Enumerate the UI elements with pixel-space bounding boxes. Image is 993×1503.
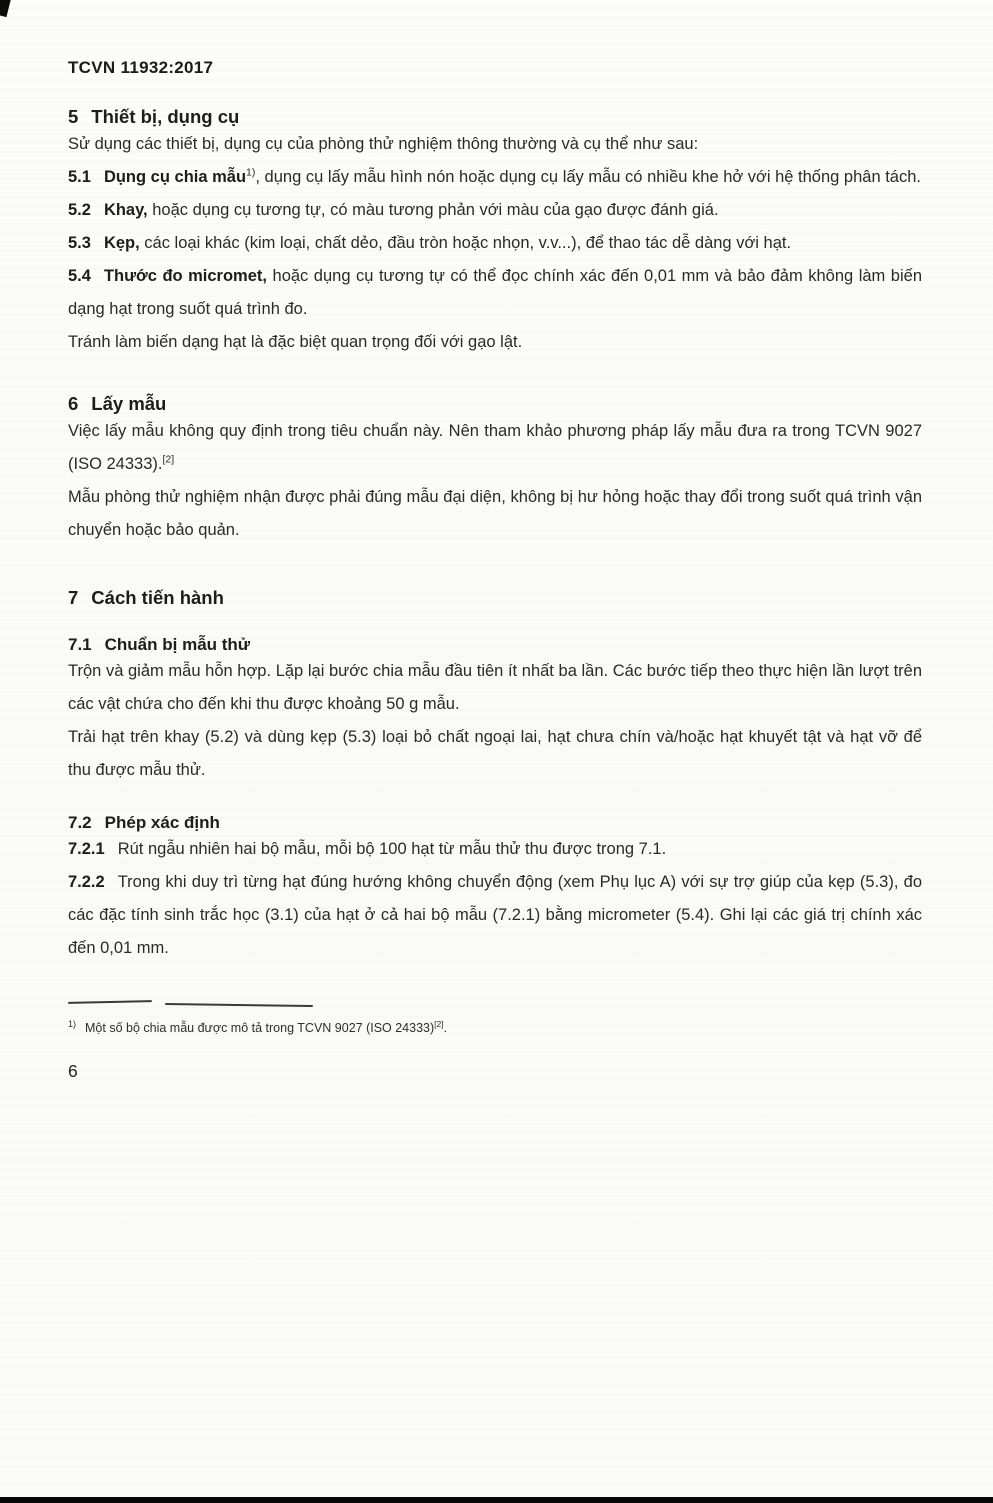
item-5-4-term: Thước đo micromet, xyxy=(103,267,267,285)
item-5-1-number: 5.1 xyxy=(68,168,91,186)
section-5-note: Tránh làm biến dạng hạt là đặc biệt quan trọng đối với gạo lật. xyxy=(68,333,523,351)
section-7-number: 7 xyxy=(68,587,79,608)
section-5-heading xyxy=(68,106,922,128)
section-7-2-heading xyxy=(68,813,922,833)
item-7-2-2-text: Trong khi duy trì từng hạt đúng hướng không chuyển động (xem Phụ lục A) với sự trợ giúp của kẹp (5.3), đo các đặc tính sinh trắc học (3.1) của hạt ở cả hai bộ mẫu (7.2.1) bằng micrometer (5.4). Ghi lại các giá trị chính xác đến 0,01 mm. xyxy=(68,873,922,957)
item-5-1 xyxy=(68,161,922,194)
section-7-1-number: 7.1 xyxy=(68,635,92,654)
item-5-3-term: Kẹp, xyxy=(103,234,140,252)
item-5-4-number: 5.4 xyxy=(68,267,91,285)
section-7-heading xyxy=(68,587,922,609)
item-7-2-2 xyxy=(68,866,922,965)
section-5-title: Thiết bị, dụng cụ xyxy=(91,106,240,127)
item-7-2-1-number: 7.2.1 xyxy=(68,840,105,858)
section-5-number: 5 xyxy=(68,106,79,127)
section-7-title: Cách tiến hành xyxy=(91,587,224,608)
section-6-paragraph-1-text: Việc lấy mẫu không quy định trong tiêu chuẩn này. Nên tham khảo phương pháp lấy mẫu đưa ra trong TCVN 9027 (ISO 24333). xyxy=(68,422,922,473)
footnote-separator xyxy=(68,1001,922,1009)
item-5-3-number: 5.3 xyxy=(68,234,91,252)
section-7-1-title: Chuẩn bị mẫu thử xyxy=(104,635,251,654)
doc-code: TCVN 11932:2017 xyxy=(68,58,214,77)
item-5-2 xyxy=(68,194,922,227)
section-6-paragraph-1 xyxy=(68,415,922,481)
item-5-2-term: Khay, xyxy=(103,201,148,219)
item-7-2-2-number: 7.2.2 xyxy=(68,873,105,891)
section-7-1-paragraph-1: Trộn và giảm mẫu hỗn hợp. Lặp lại bước chia mẫu đầu tiên ít nhất ba lần. Các bước tiếp theo thực hiện lần lượt trên các vật chứa cho đến khi thu được khoảng 50 g mẫu. xyxy=(68,662,922,713)
footnote xyxy=(68,1019,922,1037)
item-7-2-1-text: Rút ngẫu nhiên hai bộ mẫu, mỗi bộ 100 hạt từ mẫu thử thu được trong 7.1. xyxy=(117,840,667,858)
scan-bottom-edge-artifact xyxy=(0,1497,993,1503)
section-7-1-heading xyxy=(68,635,922,655)
page-number: 6 xyxy=(68,1061,78,1081)
footnote-marker: 1) xyxy=(68,1018,77,1029)
item-5-3-text: các loại khác (kim loại, chất dẻo, đầu tròn hoặc nhọn, v.v...), để thao tác dễ dàng với hạt. xyxy=(139,234,792,252)
page-content xyxy=(68,58,922,1082)
section-5-intro: Sử dụng các thiết bị, dụng cụ của phòng thử nghiệm thông thường và cụ thể như sau: xyxy=(68,135,699,153)
footnote-bibliography-reference: [2] xyxy=(434,1018,444,1029)
item-5-3 xyxy=(68,227,922,260)
section-7-2-title: Phép xác định xyxy=(104,813,220,832)
section-6-paragraph-2: Mẫu phòng thử nghiệm nhận được phải đúng mẫu đại diện, không bị hư hỏng hoặc thay đổi trong suốt quá trình vận chuyển hoặc bảo quản. xyxy=(68,488,922,539)
bibliography-reference-2: [2] xyxy=(162,453,175,466)
item-5-4 xyxy=(68,260,922,326)
section-6-title: Lấy mẫu xyxy=(91,393,167,414)
footnote-text: Một số bộ chia mẫu được mô tả trong TCVN 9027 (ISO 24333) xyxy=(85,1021,435,1035)
section-6-heading xyxy=(68,393,922,415)
section-6-number: 6 xyxy=(68,393,79,414)
item-5-2-number: 5.2 xyxy=(68,201,91,219)
separator-line-long xyxy=(165,1003,313,1007)
item-5-1-text: , dụng cụ lấy mẫu hình nón hoặc dụng cụ lấy mẫu có nhiều khe hở với hệ thống phân tách. xyxy=(255,168,921,186)
item-5-1-term: Dụng cụ chia mẫu xyxy=(103,168,247,186)
item-5-4-text: hoặc dụng cụ tương tự có thể đọc chính xác đến 0,01 mm và bảo đảm không làm biến dạng hạt trong suốt quá trình đo. xyxy=(68,267,922,318)
section-7-1-paragraph-2: Trải hạt trên khay (5.2) và dùng kẹp (5.3) loại bỏ chất ngoại lai, hạt chưa chín và/hoặc hạt khuyết tật và hạt vỡ để thu được mẫu thử. xyxy=(68,728,922,779)
footnote-reference-1: 1) xyxy=(246,166,256,179)
scan-corner-artifact xyxy=(0,0,11,17)
item-5-2-text: hoặc dụng cụ tương tự, có màu tương phản với màu của gạo được đánh giá. xyxy=(147,201,719,219)
footnote-tail: . xyxy=(443,1021,448,1035)
section-7-2-number: 7.2 xyxy=(68,813,92,832)
item-7-2-1 xyxy=(68,833,922,866)
separator-line-short xyxy=(68,1000,152,1004)
